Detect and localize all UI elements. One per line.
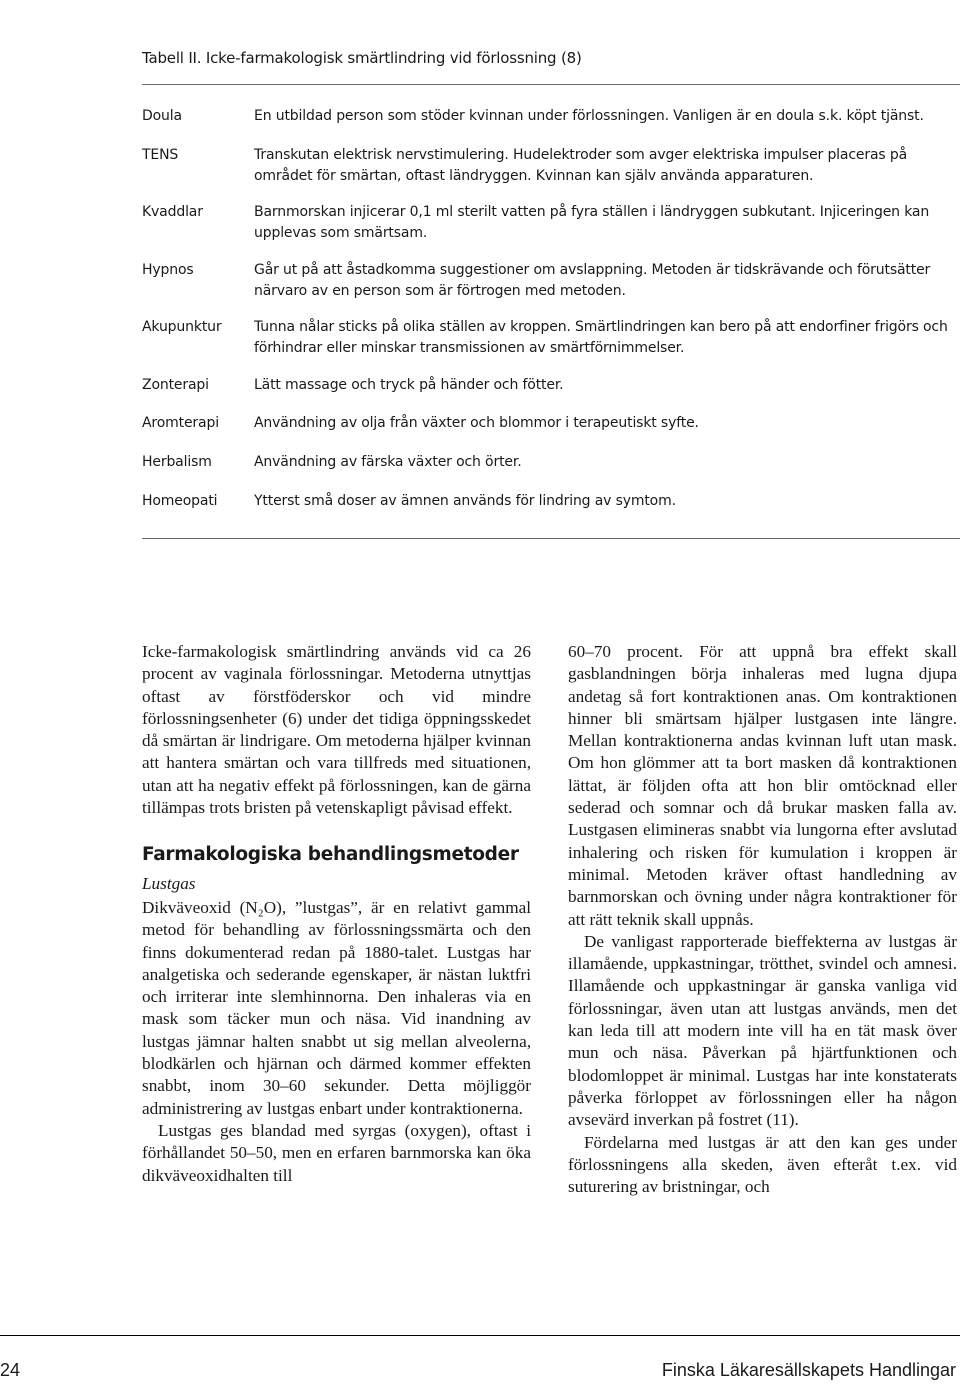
- table-term: Homeopati: [142, 493, 218, 509]
- table-definition: Lätt massage och tryck på händer och fötter.: [254, 377, 564, 393]
- body-paragraph: 60–70 procent. För att uppnå bra effekt skall gasblandningen börja inhaleras med lugna djupa andetag så fort kontraktionen anas. Om kontraktionen hinner bli smärtsam hjälper lustgasen inte längre. Mellan kontraktionerna andas kvinnan luft utan mask. Om hon glömmer att ta bort masken då kontraktionen lättat, är följden ofta att hon blir omtöcknad eller sederad och somnar och då brukar masken falla av. Lustgasen elimineras snabbt via lungorna efter avslutad inhalering och risken för kumulation i kroppen är minimal. Metoden kräver oftast handledning av barnmorskan och övning under några kontraktioner för att rätt teknik skall uppnås.: [568, 642, 957, 929]
- body-paragraph: Fördelarna med lustgas är att den kan ges under förlossningens alla skeden, även efteråt t.ex. vid suturering av bristningar, och: [568, 1132, 957, 1197]
- table-term: Zonterapi: [142, 377, 209, 393]
- table-caption: Tabell II. Icke-farmakologisk smärtlindring vid förlossning (8): [142, 49, 582, 67]
- body-column-right: [568, 641, 957, 1198]
- subsection-heading: Lustgas: [142, 873, 196, 893]
- table-term: Kvaddlar: [142, 204, 203, 220]
- page-number: 24: [0, 1360, 21, 1380]
- body-column-left: [142, 641, 531, 1187]
- footer-rule: [0, 1335, 960, 1336]
- table-term: TENS: [142, 147, 179, 163]
- table-term: Aromterapi: [142, 415, 219, 431]
- journal-name: Finska Läkaresällskapets Handlingar: [661, 1360, 956, 1380]
- table-term: Doula: [142, 108, 182, 124]
- table-term: Akupunktur: [142, 319, 222, 335]
- table-definition: Användning av färska växter och örter.: [254, 454, 522, 470]
- table-definition: Transkutan elektrisk nervstimulering. Hudelektroder som avger elektriska impulser placeras på området för smärtan, oftast ländryggen. Kvinnan kan själv använda apparaturen.: [254, 147, 907, 184]
- table-term: Hypnos: [142, 262, 194, 278]
- body-paragraph: Dikväveoxid (N₂O), ”lustgas”, är en relativt gammal metod för behandling av förlossningssmärta och den finns dokumenterad redan på 1880-talet. Lustgas har analgetiska och sederande egenskaper, är nästan luktfri och irriterar inte slemhinnorna. Den inhaleras via en mask som täcker mun och näsa. Vid inandning av lustgas jämnar halten snabbt ut sig mellan alveolerna, blodkärlen och hjärnan och därmed kommer effekten snabbt, inom 30–60 sekunder. Detta möjliggör administrering av lustgas enbart under kontraktionerna.: [142, 897, 531, 1118]
- table-definition: Ytterst små doser av ämnen används för lindring av symtom.: [254, 493, 676, 509]
- table-definition: Går ut på att åstadkomma suggestioner om avslappning. Metoden är tidskrävande och förutsätter närvaro av en person som är förtrogen med metoden.: [254, 262, 931, 299]
- body-paragraph: De vanligast rapporterade bieffekterna av lustgas är illamående, uppkastningar, trötthet, svindel och amnesi. Illamående och uppkastningar är ganska vanliga vid förlossningar, även utan att lustgas används, men det kan leda till att modern inte vill ha en tät mask över mun och näsa. Påverkan på hjärtfunktionen och blodomloppet är minimal. Lustgas har inte konstaterats påverka förloppet av förlossningen eller ha någon avsevärd inverkan på fostret (11).: [568, 931, 957, 1130]
- table-definition: Tunna nålar sticks på olika ställen av kroppen. Smärtlindringen kan bero på att endorfiner frigörs och förhindrar eller minskar transmissionen av smärtförnimmelser.: [254, 319, 948, 356]
- table-definition: Användning av olja från växter och blommor i terapeutiskt syfte.: [254, 415, 699, 431]
- table-bottom-rule: [142, 538, 960, 539]
- table-definition: Barnmorskan injicerar 0,1 ml sterilt vatten på fyra ställen i ländryggen subkutant. Injiceringen kan upplevas som smärtsam.: [254, 204, 930, 241]
- body-paragraph: Icke-farmakologisk smärtlindring används vid ca 26 procent av vaginala förlossningar. Metoderna utnyttjas oftast av förstföderskor och vid mindre förlossningsenheter (6) under det tidiga öppningsskedet då smärtan är lindrigare. Om metoderna hjälper kvinnan att hantera smärtan och vara tillfreds med situationen, utan att ha negativ effekt på förlossningen, kan de gärna tillämpas trots bristen på vetenskapligt påvisad effekt.: [142, 642, 531, 818]
- table-definition: En utbildad person som stöder kvinnan under förlossningen. Vanligen är en doula s.k. köpt tjänst.: [254, 108, 924, 124]
- section-heading: Farmakologiska behandlingsmetoder: [142, 844, 519, 866]
- body-paragraph: Lustgas ges blandad med syrgas (oxygen), oftast i förhållandet 50–50, men en erfaren barnmorska kan öka dikväveoxidhalten till: [142, 1120, 531, 1185]
- table-term: Herbalism: [142, 454, 212, 470]
- table-top-rule: [142, 84, 960, 85]
